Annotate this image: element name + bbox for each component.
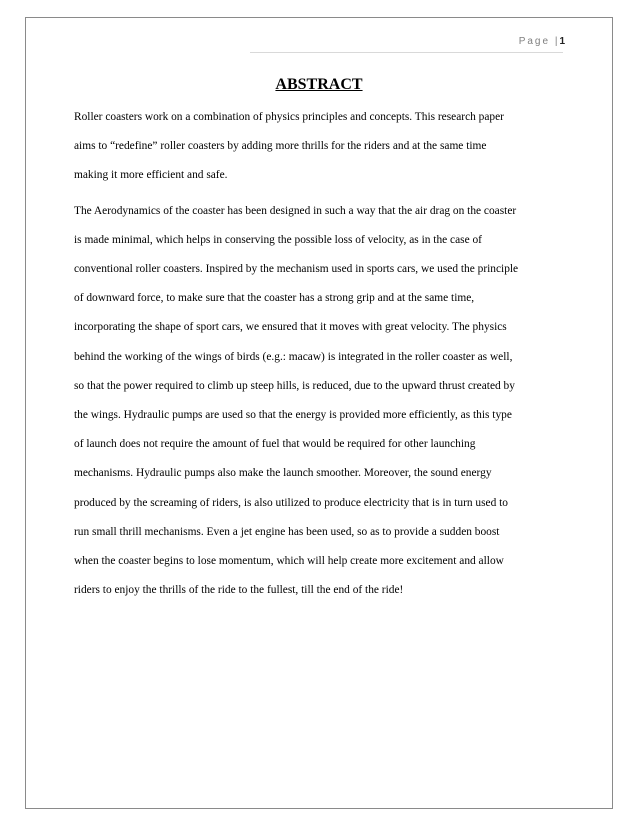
text-line: incorporating the shape of sport cars, we ensured that it moves with great velocity. The physics (74, 321, 507, 334)
text-line: run small thrill mechanisms. Even a jet engine has been used, so as to provide a sudden boost (74, 525, 500, 538)
header-divider (250, 52, 563, 53)
text-line: riders to enjoy the thrills of the ride to the fullest, till the end of the ride! (74, 584, 404, 597)
text-line: of downward force, to make sure that the coaster has a strong grip and at the same time, (74, 292, 475, 305)
abstract-body (74, 103, 570, 605)
text-line: conventional roller coasters. Inspired by the mechanism used in sports cars, we used the principle (74, 263, 519, 276)
page-header (519, 36, 565, 47)
text-line: so that the power required to climb up steep hills, is reduced, due to the upward thrust created by (74, 379, 515, 392)
text-line: the wings. Hydraulic pumps are used so that the energy is provided more efficiently, as this type (74, 409, 512, 422)
text-line: is made minimal, which helps in conserving the possible loss of velocity, as in the case of (74, 233, 482, 246)
page-separator: | (554, 36, 560, 47)
paragraph-1 (74, 103, 570, 191)
paragraph-2 (74, 197, 570, 606)
text-line: of launch does not require the amount of fuel that would be required for other launching (74, 438, 476, 451)
text-line: aims to “redefine” roller coasters by adding more thrills for the riders and at the same time (74, 140, 487, 153)
text-line: mechanisms. Hydraulic pumps also make the launch smoother. Moreover, the sound energy (74, 467, 492, 480)
text-line: behind the working of the wings of birds (e.g.: macaw) is integrated in the roller coaster as well, (74, 350, 513, 363)
page-label: Page (518, 36, 555, 47)
text-line: Roller coasters work on a combination of physics principles and concepts. This research paper (74, 111, 504, 123)
page-title (0, 75, 638, 95)
text-line: produced by the screaming of riders, is also utilized to produce electricity that is in turn used to (74, 496, 508, 509)
text-line: making it more efficient and safe. (74, 169, 228, 182)
text-line: The Aerodynamics of the coaster has been designed in such a way that the air drag on the coaster (74, 204, 517, 217)
page-number: 1 (559, 36, 565, 47)
text-line: when the coaster begins to lose momentum, which will help create more excitement and allow (74, 555, 504, 568)
title-text: ABSTRACT (275, 76, 363, 93)
